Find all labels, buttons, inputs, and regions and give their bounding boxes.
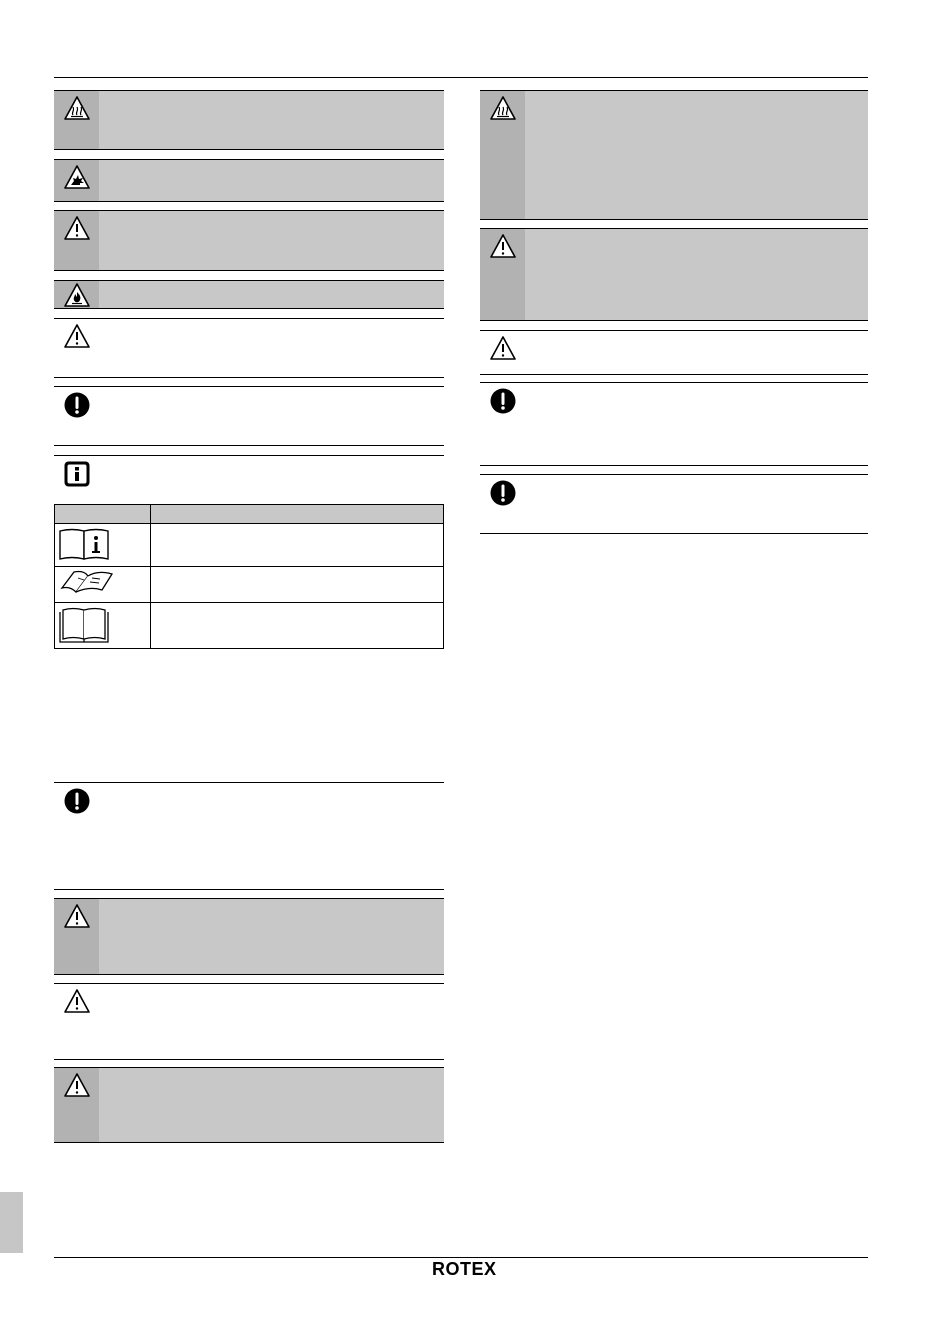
warning-notice	[54, 898, 444, 975]
notice-exclamation-icon	[63, 391, 91, 419]
warning-triangle-icon	[63, 1072, 91, 1100]
caution-notice	[54, 318, 444, 378]
table-header-cell	[151, 505, 444, 524]
notice-block	[480, 474, 868, 534]
table-header-row	[55, 505, 444, 524]
table-row	[55, 524, 444, 567]
warning-triangle-icon	[63, 215, 91, 243]
warning-triangle-icon	[63, 323, 91, 351]
table-text-cell	[151, 524, 444, 567]
table-row	[55, 567, 444, 603]
table-text-cell	[151, 567, 444, 603]
hot-surface-warning-icon	[63, 95, 91, 123]
warning-triangle-icon	[63, 988, 91, 1016]
symbol-table	[54, 504, 444, 649]
manual-set-icon	[58, 604, 150, 647]
flammable-warning-icon	[63, 282, 91, 310]
hot-surface-warning-icon	[489, 95, 517, 123]
caution-notice	[54, 983, 444, 1060]
warning-notice	[480, 228, 868, 321]
warning-notice	[54, 1067, 444, 1143]
information-icon	[63, 460, 91, 488]
table-icon-cell	[55, 524, 151, 567]
warning-notice	[54, 210, 444, 271]
installer-reference-book-icon	[58, 527, 150, 564]
chapter-side-tab	[0, 1192, 23, 1253]
warning-triangle-icon	[489, 233, 517, 261]
caution-notice	[480, 330, 868, 375]
warning-triangle-icon	[63, 903, 91, 931]
notice-block	[480, 382, 868, 466]
notice-block	[54, 386, 444, 446]
table-text-cell	[151, 603, 444, 649]
table-icon-cell	[55, 603, 151, 649]
notice-exclamation-icon	[63, 787, 91, 815]
table-header-cell	[55, 505, 151, 524]
open-manual-icon	[58, 568, 150, 601]
flammable-warning-notice	[54, 280, 444, 309]
notice-block	[54, 782, 444, 890]
hot-surface-warning-notice	[54, 90, 444, 150]
hot-surface-warning-notice	[480, 90, 868, 220]
warning-triangle-icon	[489, 335, 517, 363]
table-icon-cell	[55, 567, 151, 603]
information-block	[54, 455, 444, 500]
table-row	[55, 603, 444, 649]
notice-exclamation-icon	[489, 387, 517, 415]
rotex-logo: ROTEX	[432, 1259, 497, 1279]
header-rule	[54, 77, 868, 78]
notice-exclamation-icon	[489, 479, 517, 507]
explosion-warning-notice	[54, 159, 444, 202]
explosion-warning-icon	[63, 164, 91, 192]
